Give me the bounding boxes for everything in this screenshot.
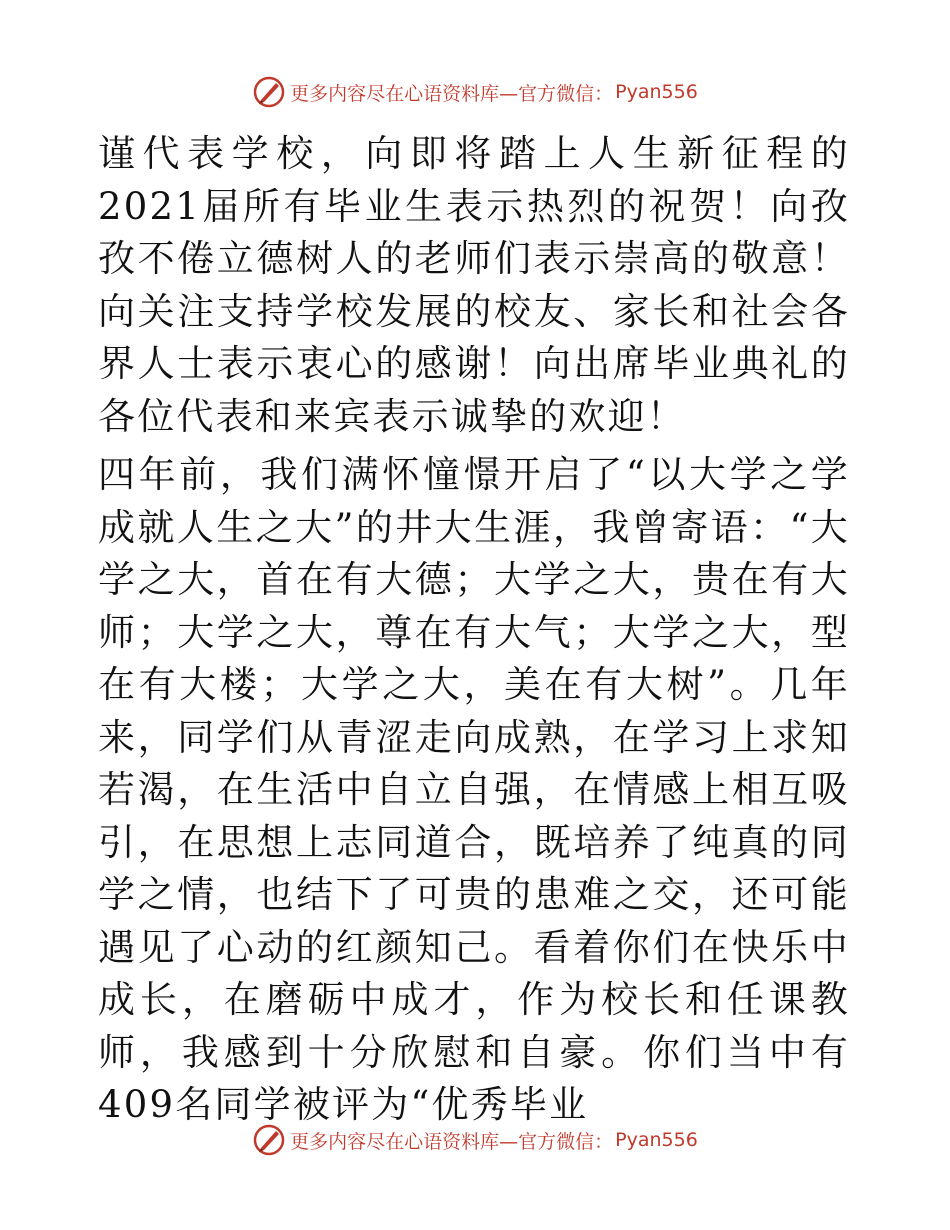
header-watermark [0,72,950,112]
paragraph-2: 四年前，我们满怀憧憬开启了“以大学之学成就人生之大”的井大生涯，我曾寄语：“大学之大，首在有大德；大学之大，贵在有大师；大学之大，尊在有大气；大学之大，型在有大楼；大学之大，美在有大树”。几年来，同学们从青涩走向成熟，在学习上求知若渴，在生活中自立自强，在情感上相互吸引，在思想上志同道合，既培养了纯真的同学之情，也结下了可贵的患难之交，还可能遇见了心动的红颜知己。看着你们在快乐中成长，在磨砺中成才，作为校长和任课教师，我感到十分欣慰和自豪。你们当中有409名同学被评为“优秀毕业 [98,453,850,1126]
watermark-text: 更多内容尽在心语资料库—官方微信： [290,82,614,105]
quill-pen-logo-icon [252,1123,286,1157]
footer-watermark [0,1120,950,1160]
watermark-text: 更多内容尽在心语资料库—官方微信： [290,1130,614,1153]
watermark-wechat-id: Pyan556 [615,1129,698,1151]
quill-pen-logo-icon [252,75,286,109]
paragraph-1: 谨代表学校，向即将踏上人生新征程的2021届所有毕业生表示热烈的祝贺！向孜孜不倦立德树人的老师们表示崇高的敬意！向关注支持学校发展的校友、家长和社会各界人士表示衷心的感谢！向出席毕业典礼的各位代表和来宾表示诚挚的欢迎！ [98,132,850,438]
watermark-wechat-id: Pyan556 [615,81,698,103]
document-body [98,128,850,1132]
